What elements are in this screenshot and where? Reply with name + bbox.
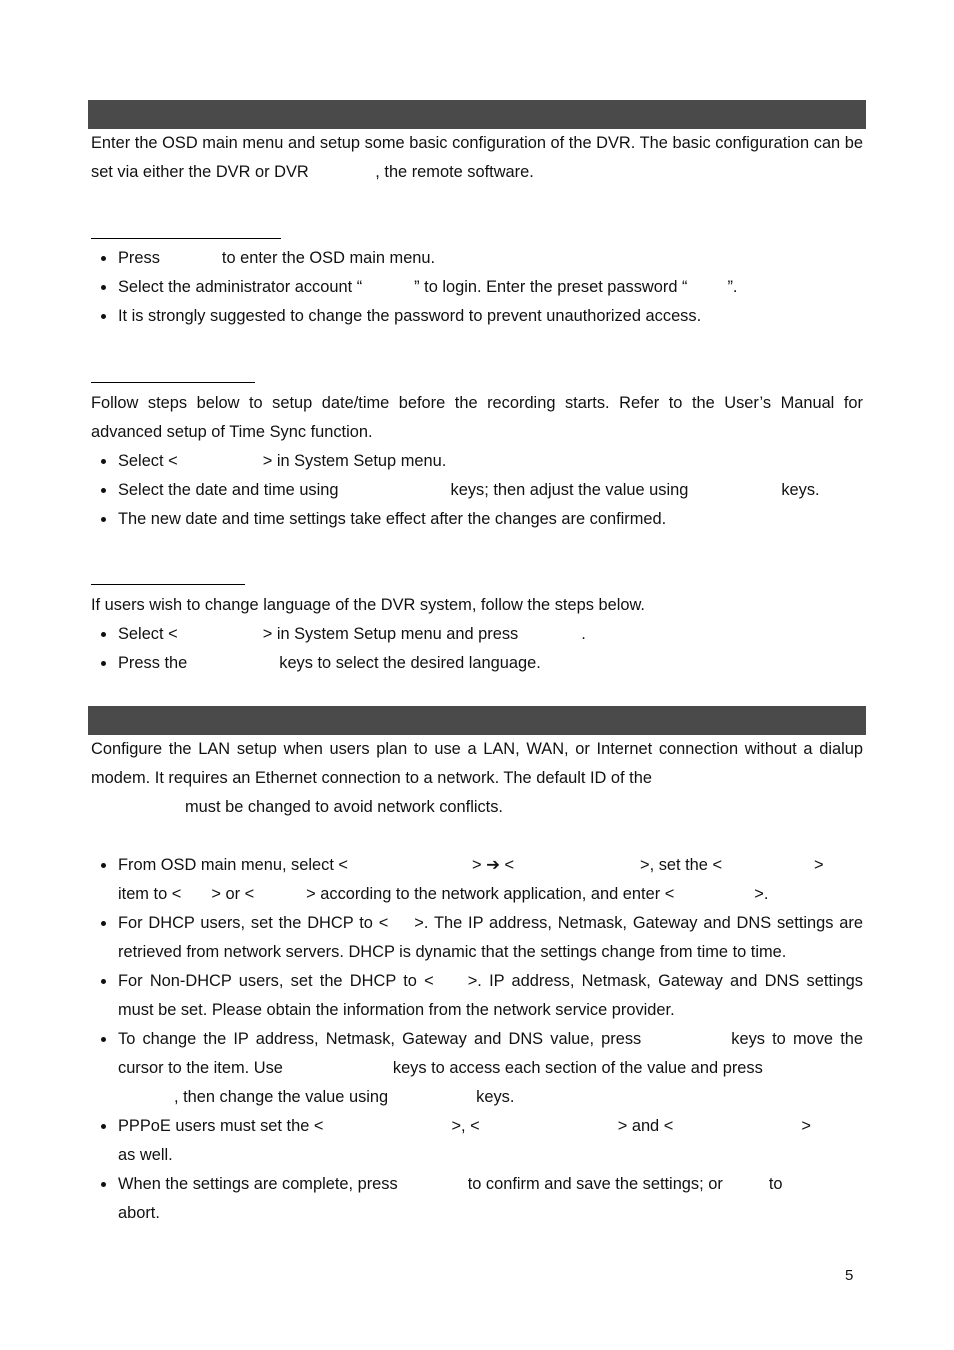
datetime-subheading-underline [91,382,255,383]
arrow-right-icon: ➔ [486,856,500,874]
section-header-bar-network-setup [88,706,866,735]
list-item: Select < > in System Setup menu. [91,447,863,476]
list-item: When the settings are complete, press to confirm and save the settings; or to abort. [91,1170,863,1228]
list-item: Press the keys to select the desired language. [91,649,863,678]
network-setup-intro: Configure the LAN setup when users plan to use a LAN, WAN, or Internet connection without a dialup modem. It requires an Ethernet connection to a network. The default ID of the must be changed to avoid network conflicts. [91,740,863,816]
basic-setup-intro: Enter the OSD main menu and setup some basic configuration of the DVR. The basic configuration can be set via either the DVR or DVR , the remote software. [91,134,863,181]
language-steps-list [91,620,863,678]
list-item: Press to enter the OSD main menu. [91,244,863,273]
language-subheading-underline [91,584,245,585]
list-item: Select the administrator account “ ” to login. Enter the preset password “ ”. [91,273,863,302]
datetime-intro: Follow steps below to setup date/time before the recording starts. Refer to the User’s Manual for advanced setup of Time Sync function. [91,394,863,441]
language-intro: If users wish to change language of the DVR system, follow the steps below. [91,596,645,614]
list-item: The new date and time settings take effect after the changes are confirmed. [91,505,863,534]
network-steps-list [91,851,863,1228]
list-item: PPPoE users must set the < >, < > and < > as well. [91,1112,863,1170]
list-item: Select < > in System Setup menu and press . [91,620,863,649]
list-item: For DHCP users, set the DHCP to < >. The IP address, Netmask, Gateway and DNS settings are retrieved from network servers. DHCP is dynamic that the settings change from time to time. [91,909,863,967]
login-steps-list [91,244,863,331]
login-subheading-underline [91,238,281,239]
datetime-steps-list [91,447,863,534]
section-header-bar-basic-setup [88,100,866,129]
list-item: From OSD main menu, select < > ➔ < >, set the < > item to < > or < > according to the network application, and enter < >. [91,851,863,909]
list-item: Select the date and time using keys; then adjust the value using keys. [91,476,863,505]
list-item: For Non-DHCP users, set the DHCP to < >. IP address, Netmask, Gateway and DNS settings must be set. Please obtain the information from the network service provider. [91,967,863,1025]
list-item: It is strongly suggested to change the password to prevent unauthorized access. [91,302,863,331]
list-item: To change the IP address, Netmask, Gateway and DNS value, press keys to move the cursor to the item. Use keys to access each section of the value and press , then change the value using keys. [91,1025,863,1112]
page-number: 5 [845,1267,854,1284]
